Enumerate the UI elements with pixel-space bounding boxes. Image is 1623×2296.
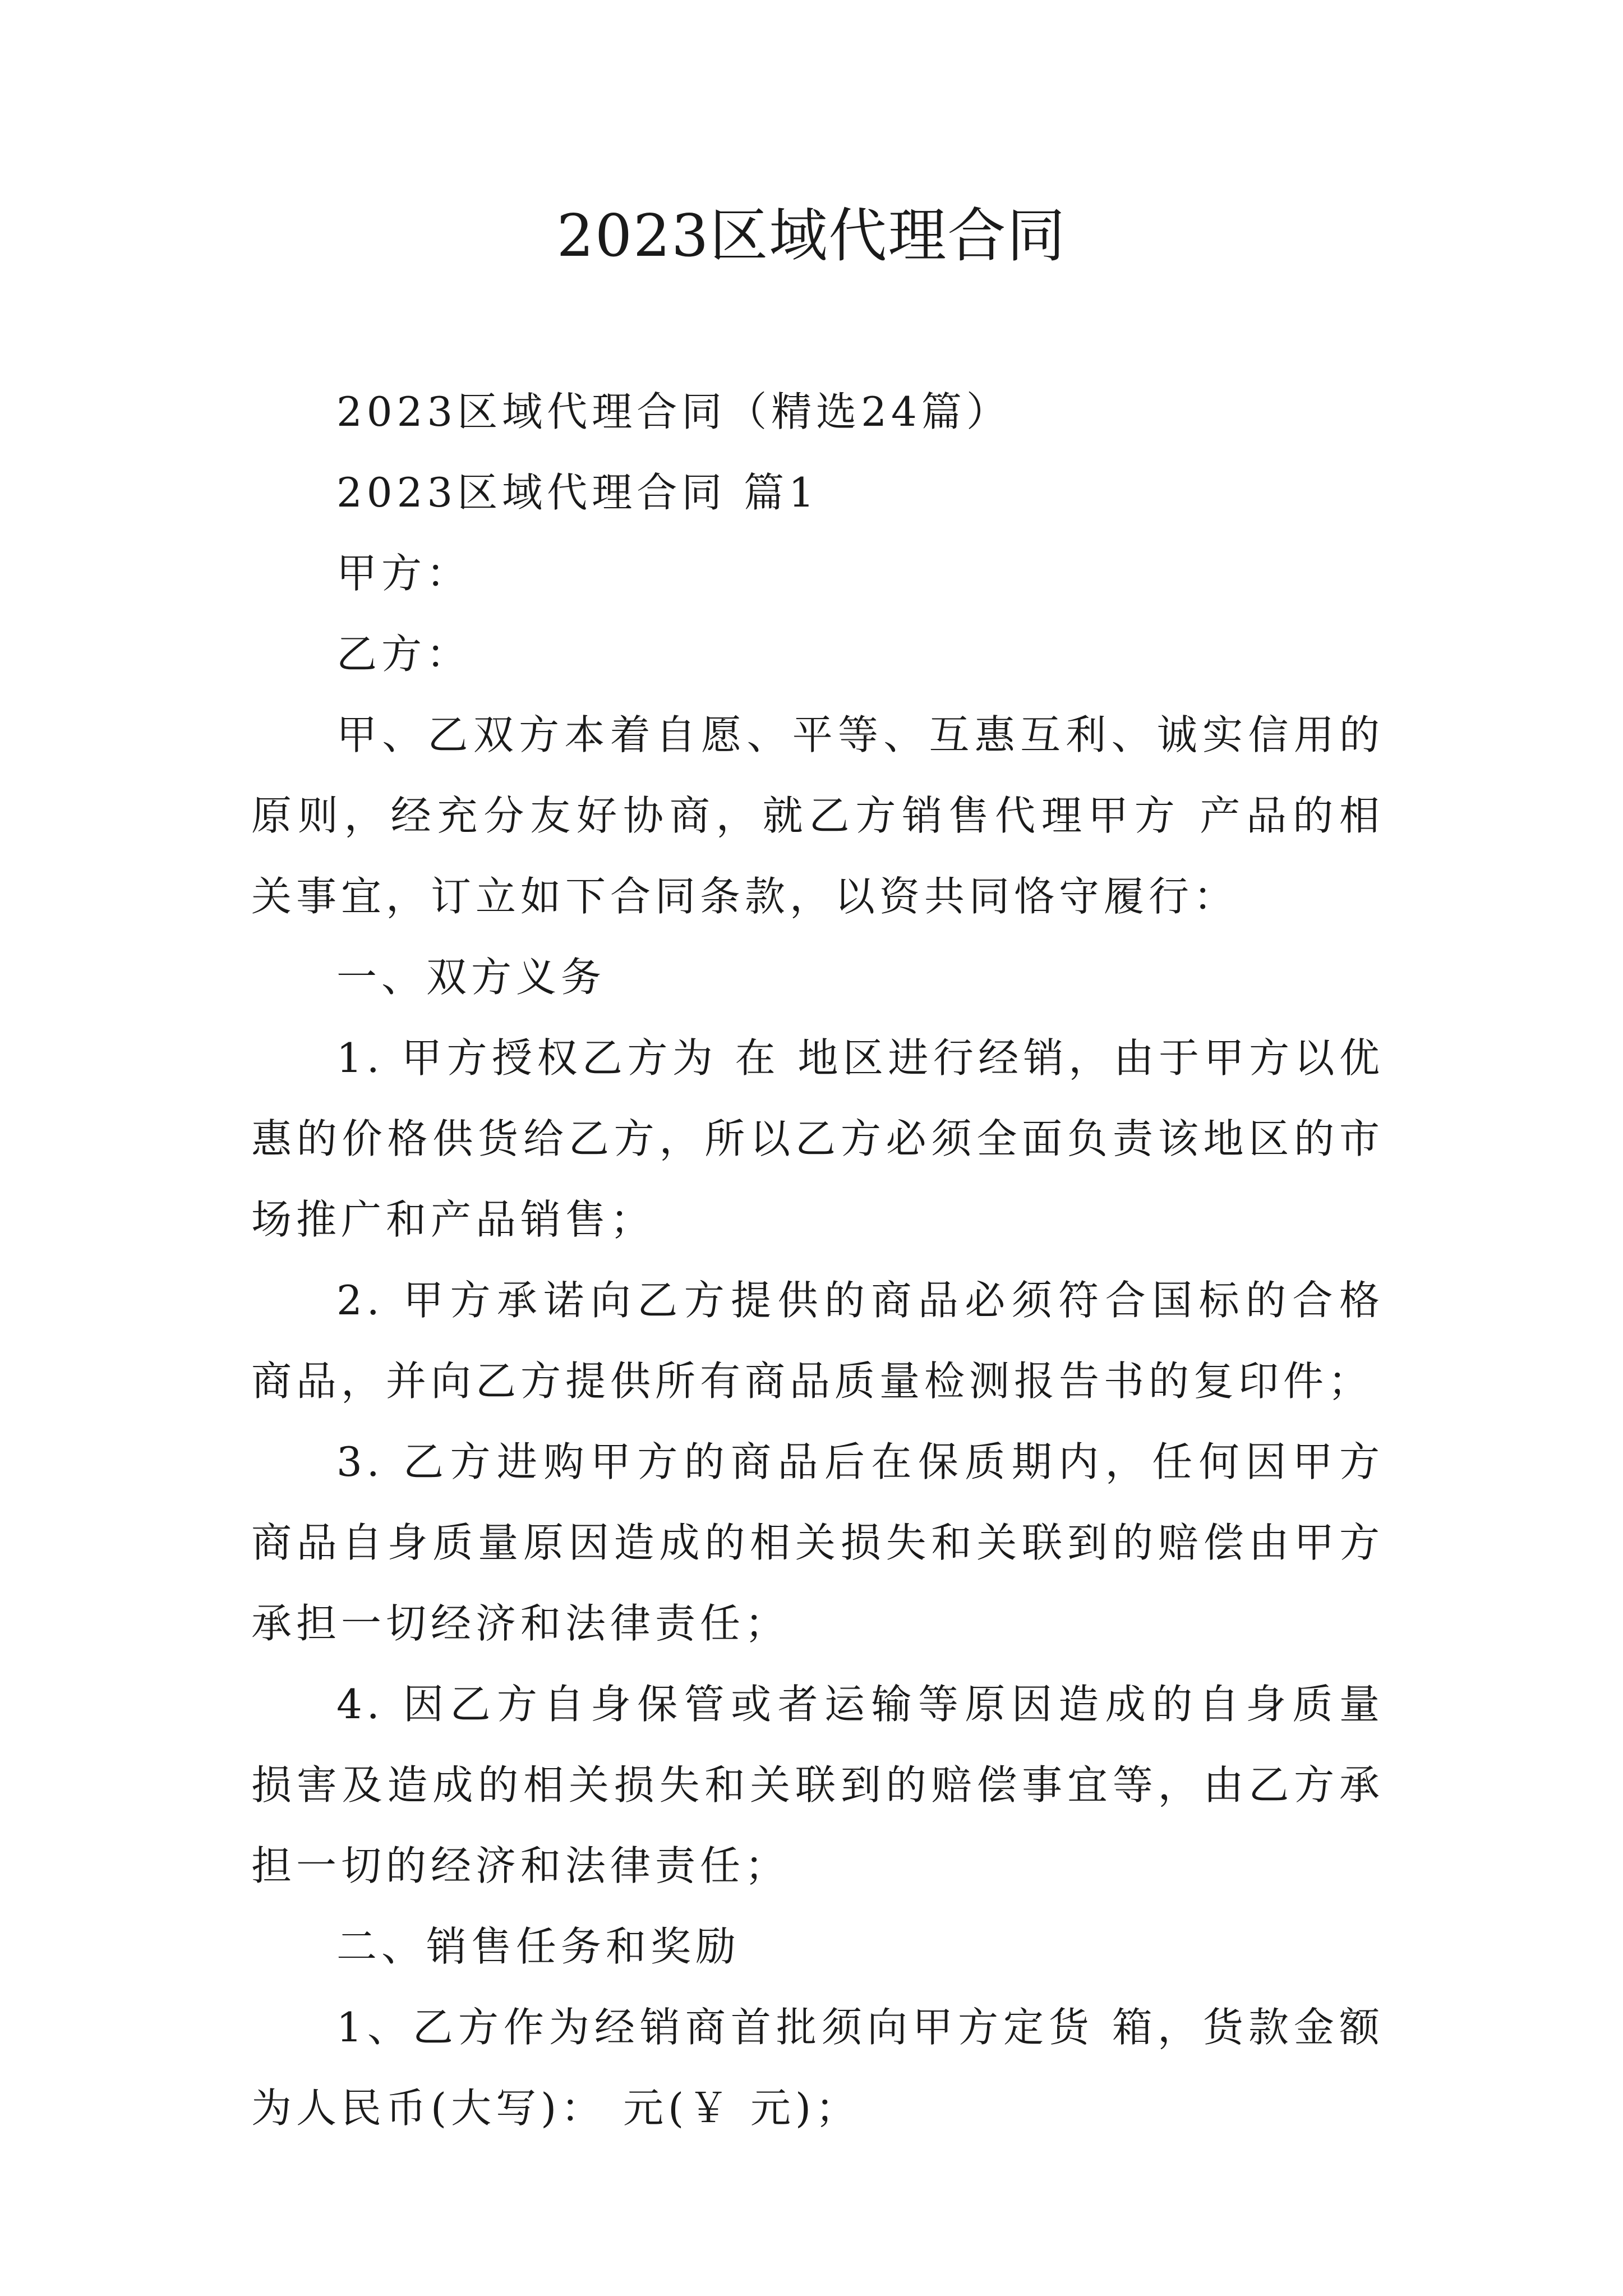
paragraph-preamble: 甲、乙双方本着自愿、平等、互惠互利、诚实信用的原则，经充分友好协商，就乙方销售代理甲方 产品的相关事宜，订立如下合同条款，以资共同恪守履行： (251, 711, 1384, 920)
paragraph-heading-obligations: 一、双方义务 (336, 954, 606, 1001)
paragraph-heading-sales: 二、销售任务和奖励 (336, 1923, 741, 1970)
paragraph-clause-4: 4. 因乙方自身保管或者运输等原因造成的自身质量损害及造成的相关损失和关联到的赔偿事宜等，由乙方承担一切的经济和法律责任； (251, 1681, 1384, 1889)
paragraph-party-a: 甲方： (336, 550, 472, 597)
paragraph-clause-3: 3. 乙方进购甲方的商品后在保质期内，任何因甲方商品自身质量原因造成的相关损失和关联到的赔偿由甲方承担一切经济和法律责任； (251, 1438, 1384, 1647)
paragraph-sales-clause-1: 1、乙方作为经销商首批须向甲方定货 箱，货款金额为人民币(大写)： 元(￥ 元)； (251, 2004, 1384, 2132)
paragraph-clause-1: 1. 甲方授权乙方为 在 地区进行经销，由于甲方以优惠的价格供货给乙方，所以乙方必须全面负责该地区的市场推广和产品销售； (251, 1034, 1384, 1243)
document-body (251, 371, 1384, 2148)
paragraph-section-heading: 2023区域代理合同 篇1 (336, 469, 819, 516)
document-title: 2023区域代理合同 (556, 201, 1067, 270)
paragraph-subtitle: 2023区域代理合同（精选24篇） (336, 388, 1011, 435)
paragraph-party-b: 乙方： (336, 631, 472, 678)
paragraph-clause-2: 2. 甲方承诺向乙方提供的商品必须符合国标的合格商品，并向乙方提供所有商品质量检测报告书的复印件； (251, 1277, 1384, 1405)
